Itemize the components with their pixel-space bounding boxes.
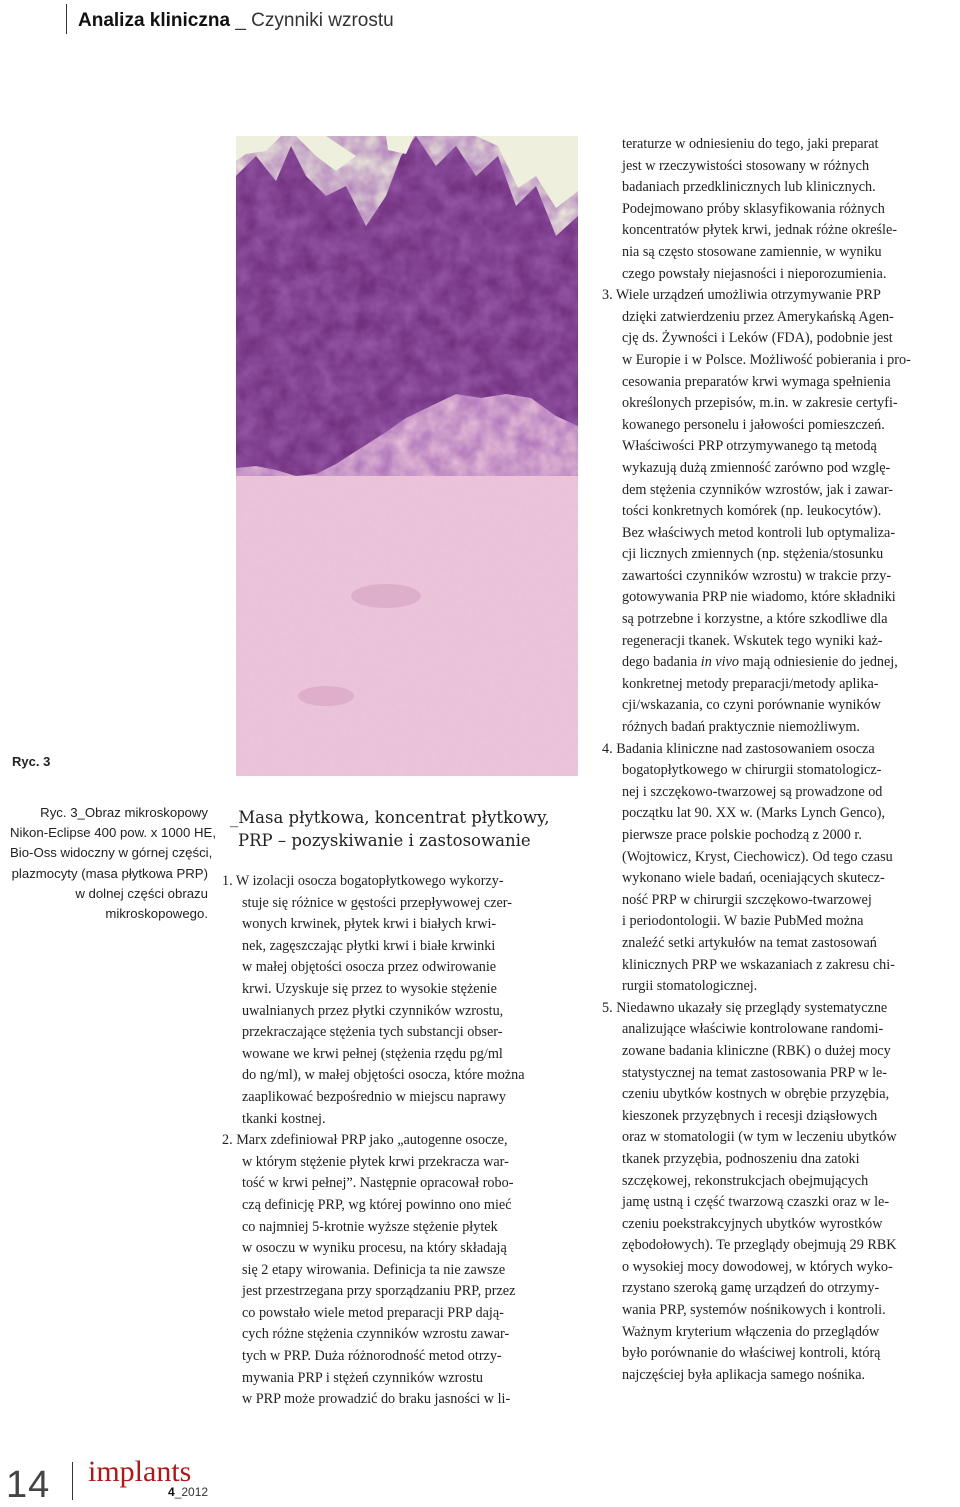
caption-line: plazmocyty (masa płytkowa PRP) <box>11 865 208 881</box>
text-line: konkretnej metody preparacji/metody aplika- <box>622 675 879 692</box>
caption-line: Ryc. 3_Obraz mikroskopowy <box>40 805 208 820</box>
text-line: krwi. Uzyskuje się przez to wysokie stężenie <box>242 980 497 997</box>
text-line: jest przestrzegana przy sporządzaniu PRP, przez <box>242 1283 516 1300</box>
text-line: bogatopłytkowego w chirurgii stomatologicz- <box>622 762 882 779</box>
italic-term: in vivo <box>700 654 740 671</box>
text-line: badaniach przedklinicznych lub klinicznych. <box>622 179 876 196</box>
text-line: cesowania preparatów krwi wymaga spełnienia <box>622 373 891 390</box>
text-line: analizujące właściwie kontrolowane randomi- <box>622 1021 884 1038</box>
text-line: szczękowej, rekonstrukcjach obejmujących <box>622 1172 869 1189</box>
middle-text-column <box>222 871 584 1411</box>
text-line: czeniu ubytków kostnych w obrębie przyzębia, <box>622 1086 890 1103</box>
text-line: tkanki kostnej. <box>242 1110 326 1127</box>
text-line: zawartości czynników wzrostu) w trakcie przy- <box>622 567 892 584</box>
header-title <box>78 10 394 32</box>
text-line: znaleźć setki artykułów na temat zastosowań <box>622 934 877 951</box>
figure-label: Ryc. 3 <box>12 754 51 769</box>
microscopy-image <box>236 136 578 776</box>
text-line: tość w krwi pełnej”. Następnie opracował robo- <box>242 1175 514 1192</box>
text-line: dem stężenia czynników wzrostów, jak i zawar- <box>622 481 894 498</box>
text-line: rzystano szeroką gamę urządzeń do otrzymy- <box>622 1280 880 1297</box>
text-line: różnych badań praktycznie niemożliwym. <box>622 719 860 736</box>
text-line: określonych przepisów, m.in. w zakresie certyfi- <box>622 395 898 412</box>
text-line: nia są często stosowane zamiennie, w wyniku <box>622 243 882 260</box>
text-line: wykazują dużą zmienność zarówno pod wzglę- <box>622 459 891 476</box>
footer-divider <box>72 1462 73 1500</box>
text-line: przekraczające stężenia tych substancji obser- <box>242 1024 503 1041</box>
text-line: tości konkretnych komórek (np. leukocytów). <box>622 503 882 520</box>
caption-line: Nikon-Eclipse 400 pow. x 1000 HE, <box>10 825 216 841</box>
issue-number <box>168 1485 208 1499</box>
text-line: do ng/ml), w małej objętości osocza, które można <box>242 1067 525 1084</box>
figure-caption <box>10 803 216 924</box>
text-line: wania PRP, systemów nośnikowych i kontroli. <box>622 1302 886 1319</box>
text-line: ność PRP w chirurgii szczękowo-twarzowej <box>622 891 872 908</box>
text-line: cję ds. Żywności i Leków (FDA), podobnie jest <box>622 330 893 347</box>
text-line: się 2 etapy wirowania. Definicja ta nie zawsze <box>242 1261 506 1278</box>
text-line: w którym stężenie płytek krwi przekracza war- <box>242 1153 509 1170</box>
text-line: nek, zagęszczając płytki krwi i białe krwinki <box>242 937 496 954</box>
text-line: Podejmowano próby sklasyfikowania różnych <box>622 200 885 217</box>
text-line: 3. Wiele urządzeń umożliwia otrzymywanie PRP <box>602 287 881 304</box>
issue-number-value: 4 <box>168 1485 175 1499</box>
header-topic: _ Czynniki wzrostu <box>230 10 394 31</box>
text-line: co najmniej 5-krotnie wyższe stężenie płytek <box>242 1218 498 1235</box>
text-line: tkanek przyzębia, podnoszeniu dna zatoki <box>622 1150 860 1167</box>
text-line: jamę ustną i część twarzową czaszki oraz w le- <box>622 1194 890 1211</box>
text-line: Ważnym kryterium włączenia do przeglądów <box>622 1323 880 1340</box>
text-line: klinicznych PRP we wskazaniach z zakresu chi- <box>622 956 895 973</box>
text-line: dego badania in vivo mają odniesienie do jednej, <box>622 654 898 671</box>
text-line: regeneracji tkanek. Wskutek tego wyniki każ- <box>622 632 883 649</box>
text-line: rurgii stomatologicznej. <box>622 978 758 995</box>
text-line: cji/wskazania, co czyni porównanie wyników <box>622 697 881 714</box>
text-line: 1. W izolacji osocza bogatopłytkowego wykorzy- <box>222 873 504 889</box>
text-line: początku lat 90. XX w. (Marks Lynch Genco), <box>622 805 886 822</box>
text-line: zaaplikować bezpośrednio w miejscu naprawy <box>242 1088 506 1105</box>
text-line: cych różne stężenia czynników wzrostu zawar- <box>242 1326 510 1343</box>
text-line: jest w rzeczywistości stosowany w różnych <box>622 157 870 174</box>
caption-line: Bio-Oss widoczny w górnej części, <box>10 845 213 861</box>
text-line: koncentratów płytek krwi, jednak różne określe- <box>622 222 897 239</box>
text-line: cji licznych zmiennych (np. stężenia/stosunku <box>622 546 884 563</box>
text-line: w Europie i w Polsce. Możliwość pobierania i pro- <box>622 351 911 368</box>
text-line: wykonano wiele badań, oceniających skutecz- <box>622 870 885 887</box>
text-line: teraturze w odniesieniu do tego, jaki preparat <box>622 136 879 152</box>
text-line: tych w PRP. Duża różnorodność metod otrzy- <box>242 1348 502 1365</box>
text-line: zowane badania kliniczne (RBK) o dużej mocy <box>622 1042 891 1059</box>
text-line: w małej objętości osocza przez odwirowanie <box>242 959 497 976</box>
text-line: statystycznej na temat zastosowania PRP w le- <box>622 1064 888 1081</box>
text-line: gotowywania PRP nie wiadomo, które składniki <box>622 589 896 606</box>
text-line: 5. Niedawno ukazały się przeglądy systematyczne <box>602 999 888 1016</box>
magazine-logo: implants <box>88 1455 192 1488</box>
text-line: w PRP może prowadzić do braku jasności w li- <box>242 1391 511 1408</box>
text-line: co powstało wiele metod preparacji PRP dają- <box>242 1304 504 1321</box>
text-line: czego powstały niejasności i nieporozumienia. <box>622 265 887 282</box>
text-line: 2. Marx zdefiniował PRP jako „autogenne osocze, <box>222 1132 508 1149</box>
text-line: wonych krwinek, płytek krwi i białych krwi- <box>242 916 497 933</box>
text-line: kieszonek przyzębnych i recesji dziąsłowych <box>622 1107 878 1124</box>
section-heading-line: _Masa płytkowa, koncentrat płytkowy, <box>230 808 550 827</box>
text-line: czą definicję PRP, wg której powinno ono mieć <box>242 1196 512 1213</box>
issue-year: _2012 <box>174 1485 209 1499</box>
text-line: są potrzebne i korzystne, a które szkodliwe dla <box>622 611 888 628</box>
text-line: Bez właściwych metod kontroli lub optymaliza- <box>622 524 896 541</box>
section-heading <box>230 806 580 852</box>
caption-line: mikroskopowego. <box>105 906 208 922</box>
text-line: było porównanie do właściwej kontroli, którą <box>622 1345 881 1362</box>
text-line: o wysokiej mocy dowodowej, w których wyko- <box>622 1258 893 1275</box>
text-line: nej i szczękowo-twarzowej są prowadzone od <box>622 783 883 800</box>
section-heading-line: PRP – pozyskiwanie i zastosowanie <box>238 831 531 850</box>
header-divider <box>66 4 67 34</box>
text-line: Właściwości PRP otrzymywanego tą metodą <box>622 438 877 455</box>
caption-line: w dolnej części obrazu <box>75 885 208 901</box>
microscopy-figure-drawing <box>236 136 578 776</box>
text-line: oraz w stomatologii (w tym w leczeniu ubytków <box>622 1129 897 1146</box>
text-line: 4. Badania kliniczne nad zastosowaniem osocza <box>602 740 875 757</box>
text-line: uwalnianych przez płytki czynników wzrostu, <box>242 1002 504 1019</box>
text-line: wowane we krwi pełnej (stężenia rzędu pg/ml <box>242 1045 503 1062</box>
text-line: i periodontologii. W bazie PubMed można <box>622 913 864 930</box>
text-line: mywania PRP i stężeń czynników wzrostu <box>242 1369 484 1386</box>
page-number: 14 <box>6 1464 51 1506</box>
header-section: Analiza kliniczna <box>78 10 231 31</box>
right-text-column <box>602 134 958 1386</box>
text-line: stuje się różnice w gęstości przepływowej czer- <box>242 894 512 911</box>
text-line: kowanego personelu i jałowości pomieszczeń. <box>622 416 885 433</box>
text-line: (Wojtowicz, Kryst, Ciechowicz). Od tego czasu <box>622 848 893 865</box>
text-line: w osoczu w wyniku procesu, na który składają <box>242 1240 507 1257</box>
text-line: najczęściej była aplikacja samego nośnika. <box>622 1366 866 1383</box>
text-line: pierwsze prace polskie pochodzą z 2000 r. <box>622 827 862 843</box>
text-line: czeniu poekstrakcyjnych ubytków wyrostków <box>622 1215 883 1232</box>
text-line: zębodołowych). Te przeglądy obejmują 29 RBK <box>622 1237 897 1254</box>
text-line: dzięki zatwierdzeniu przez Amerykańską Agen- <box>622 308 894 325</box>
